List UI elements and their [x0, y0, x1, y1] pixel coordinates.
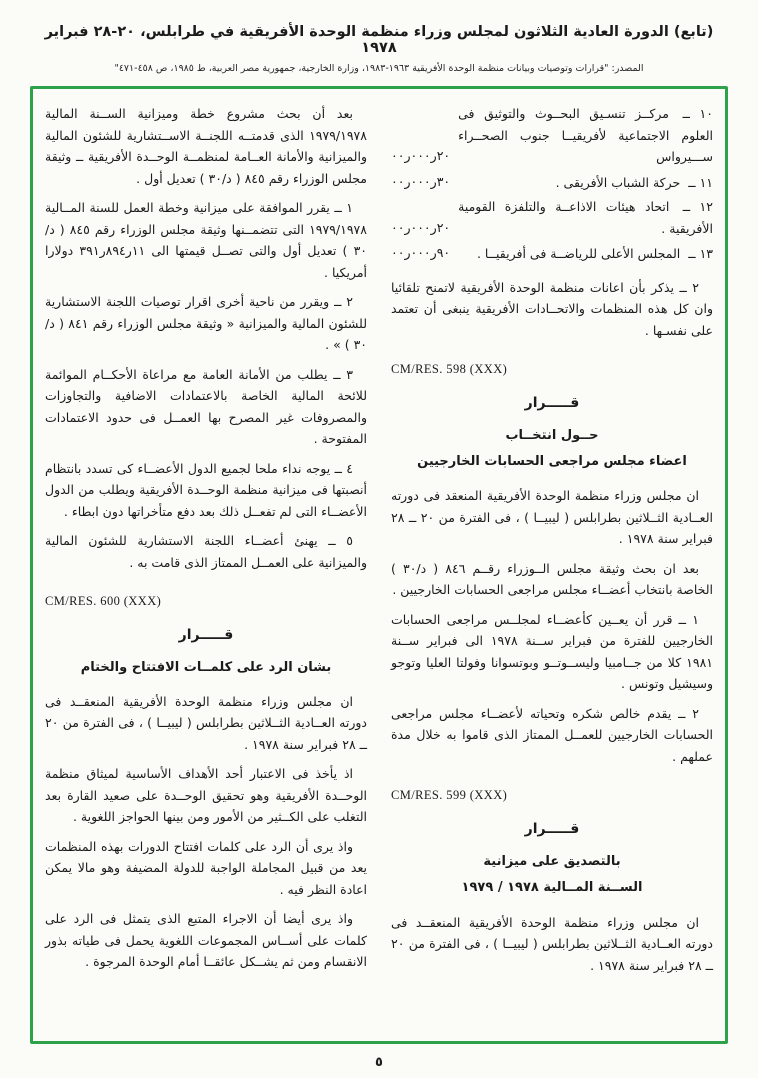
budget-item-label: اتحاد هيئات الاذاعــة والتلفزة القومية الأفريقية . [458, 199, 713, 236]
budget-item-number: ١٢ ــ [682, 199, 713, 214]
resolution-heading: قـــــرار [524, 394, 580, 411]
budget-item-amount: ٣٠ر٠٠٠ر٠٠ [391, 173, 451, 189]
budget-line-item [391, 196, 713, 239]
resolution-heading: قـــــرار [178, 626, 234, 643]
paragraph: واذ يرى أيضا أن الاجراء المتبع الذى يتمثل فى الرد على كلمات على أســاس المجموعات اللغوية يحمل فى طياته بذور الانقسام ومن ثم يشــكل عائقــا أمام الوحدة المرجوة . [45, 911, 367, 970]
budget-item-label: حركة الشباب الأفريقى . [555, 174, 681, 190]
resolution-subheading: اعضاء مجلس مراجعى الحسابات الخارجيين [417, 453, 687, 469]
paragraph: ٢ ــ ويقرر من ناحية أخرى اقرار توصيات اللجنة الاستشارية للشئون المالية والميزانية « وثيقة مجلس الوزراء رقم ٨٤١ ( د/٣٠ ) » . [45, 294, 368, 352]
budget-line-item [391, 103, 713, 168]
paragraph: ١ ــ يقرر الموافقة على ميزانية وخطة العمل للسنة المــالية ١٩٧٩/١٩٧٨ التى تتضمــنها وثيقة مجلس الوزراء رقم ٨٤٥ ( د/٣٠ ) تعديل أول والتى تصــل قيمتها الى ١١ر٨٩٤ر٣٩١ دولارا أمريكيا . [45, 200, 368, 280]
paragraph: ان مجلس وزراء منظمة الوحدة الأفريقية المنعقــد فى دورته العــادية الثــلاثين بطرابلس ( ليبيــا ) ، فى الفترة من ٢٠ ــ ٢٨ فبراير سنة ١٩٧٨ . [391, 914, 713, 973]
paragraph: ان مجلس وزراء منظمة الوحدة الأفريقية المنعقد فى دورته العــادية الثــلاثين بطرابلس ( ليبيــا ) ، فى الفترة من ٢٠ ــ ٢٨ فبراير سنة ١٩٧٨ . [391, 488, 713, 547]
resolution-code: CM/RES. 598 (XXX) [391, 362, 508, 376]
budget-item-label: المجلس الأعلى للرياضــة فى أفريقيــا . [476, 246, 681, 261]
paragraph: ١ ــ قرر أن يعــين كأعضــاء لمجلــس مراجعى الحسابات الخارجيين للفترة من فبراير ســنة ١٩٧٨ الى فبراير ســنة ١٩٨١ كلا من جــامبيا وليســوتــو وبوتسوانا وفولتا العليا وتوجو وسيشيل وتونس . [391, 611, 714, 692]
budget-item-text [458, 172, 713, 194]
paragraph: بعد أن بحث مشروع خطة وميزانية الســنة المالية ١٩٧٩/١٩٧٨ الذى قدمتــه اللجنــة الاســتشارية للشئون المالية والميزانية والأمانة العــامة لمنظمــة الوحــدة الأفريقية ــ وثيقة مجلس الوزراء رقم ٨٤٥ ( د/٣٠ ) تعديل أول . [45, 106, 367, 186]
paragraph: بعد ان بحث وثيقة مجلس الــوزراء رقــم ٨٤٦ ( د/٣٠ ) الخاصة بانتخاب أعضــاء مجلس مراجعى الحسابات الخارجيين . [391, 560, 713, 598]
budget-item-amount: ٩٠ر٠٠٠ر٠٠ [391, 245, 451, 260]
page-footer [0, 1055, 758, 1070]
document-title: (تابع) الدورة العادية الثلاثون لمجلس وزراء منظمة الوحدة الأفريقية في طرابلس، ٢٠-٢٨ فبراير ١٩٧٨ [44, 24, 714, 56]
budget-item-amount: ٢٠ر٠٠٠ر٠٠ [391, 148, 451, 163]
resolution-heading: قـــــرار [524, 820, 580, 837]
column-right [391, 103, 713, 1027]
page-number: ٥ [375, 1055, 383, 1070]
column-left [45, 103, 367, 1027]
paragraph: واذ يرى أن الرد على كلمات افتتاح الدورات بهذه المنظمات يعد من قبيل المجاملة الواجبة للدولة المضيفة وهو مالا يمكن اعادة النظر فيه . [45, 838, 367, 897]
resolution-code: CM/RES. 600 (XXX) [45, 594, 162, 608]
budget-line-item [391, 171, 713, 194]
resolution-code: CM/RES. 599 (XXX) [391, 788, 508, 803]
paragraph: ٥ ــ يهنئ أعضــاء اللجنة الاستشارية للشئون المالية والميزانية على العمــل الممتاز الذى قامت به . [45, 533, 367, 570]
budget-item-label: مركــز تنسـيق البحــوث والتوثيق فى العلوم الاجتماعية لأفريقيــا جنوب الصحــراء ســـيرواس [458, 106, 713, 164]
paragraph: ان مجلس وزراء منظمة الوحدة الأفريقية المنعقــد فى دورته العــادية الثــلاثين بطرابلس ( ليبيــا ) ، فى الفترة من ٢٠ ــ ٢٨ فبراير سنة ١٩٧٨ . [45, 693, 367, 752]
budget-item-text [458, 243, 713, 265]
paragraph: ٢ ــ يذكر بأن اعانات منظمة الوحدة الأفريقية لاتمنح تلقائيا وان كل هذه المنظمات والاتحــادات الأفريقية ينبغى أن تعتمد على نفسـها . [391, 279, 713, 338]
budget-item-number: ١٠ ــ [682, 106, 713, 121]
text-columns [33, 89, 725, 1041]
paragraph: ٢ ــ يقدم خالص شكره وتحياته لأعضــاء مجلس مراجعى الحسابات الخارجيين للعمــل الممتاز الذى قاموا به خلال مدة عملهم . [391, 705, 713, 764]
resolution-subheading: بشان الرد على كلمــات الافتتاح والختام [80, 659, 332, 675]
budget-line-item [391, 242, 713, 265]
source-citation: المصدر: "قرارات وتوصيات وبيانات منظمة الوحدة الأفريقية ١٩٦٣-١٩٨٣، وزارة الخارجية، جمهورية مصر العربية، ط ١٩٨٥، ص ٤٥٨-٤٧١" [114, 63, 644, 74]
budget-item-amount: ٢٠ر٠٠٠ر٠٠ [391, 219, 451, 235]
paragraph: اذ يأخذ فى الاعتبار أحد الأهداف الأساسية لميثاق منظمة الوحــدة الأفريقية وهو تحقيق الوحــدة على صعيد القارة بعد التغلب على الكــثير من الأمور ومن بينها الحواجز اللغوية . [45, 766, 367, 825]
paragraph: ٣ ــ يطلب من الأمانة العامة مع مراعاة الأحكــام الموائمة للائحة المالية الخاصة بالاعتمادات الاضافية والتجاوزات والمصروفات غير المصرح بها العمــل فى حدود الاعتمادات المفتوحة . [45, 366, 367, 446]
budget-item-number: ١٣ ــ [688, 246, 713, 261]
budget-list [391, 103, 713, 265]
budget-item-text [458, 103, 713, 168]
budget-item-number: ١١ ــ [688, 174, 713, 190]
budget-item-text [458, 196, 713, 239]
paragraph: ٤ ــ يوجه نداء ملحا لجميع الدول الأعضــاء كى تسدد بانتظام أنصبتها فى ميزانية منظمة الوحــدة الأفريقية ويطلب من الدول الأعضــاء التى لم تفعــل ذلك بعد دفع متأخراتها دون ابطاء . [45, 460, 367, 519]
green-border-frame [30, 86, 728, 1044]
document-header [0, 0, 758, 74]
resolution-subheading: حــول انتخــاب [505, 427, 599, 443]
resolution-subheading: الســنة المــالية ١٩٧٨ / ١٩٧٩ [461, 880, 643, 896]
resolution-subheading: بالتصديق على ميزانية [483, 853, 621, 869]
